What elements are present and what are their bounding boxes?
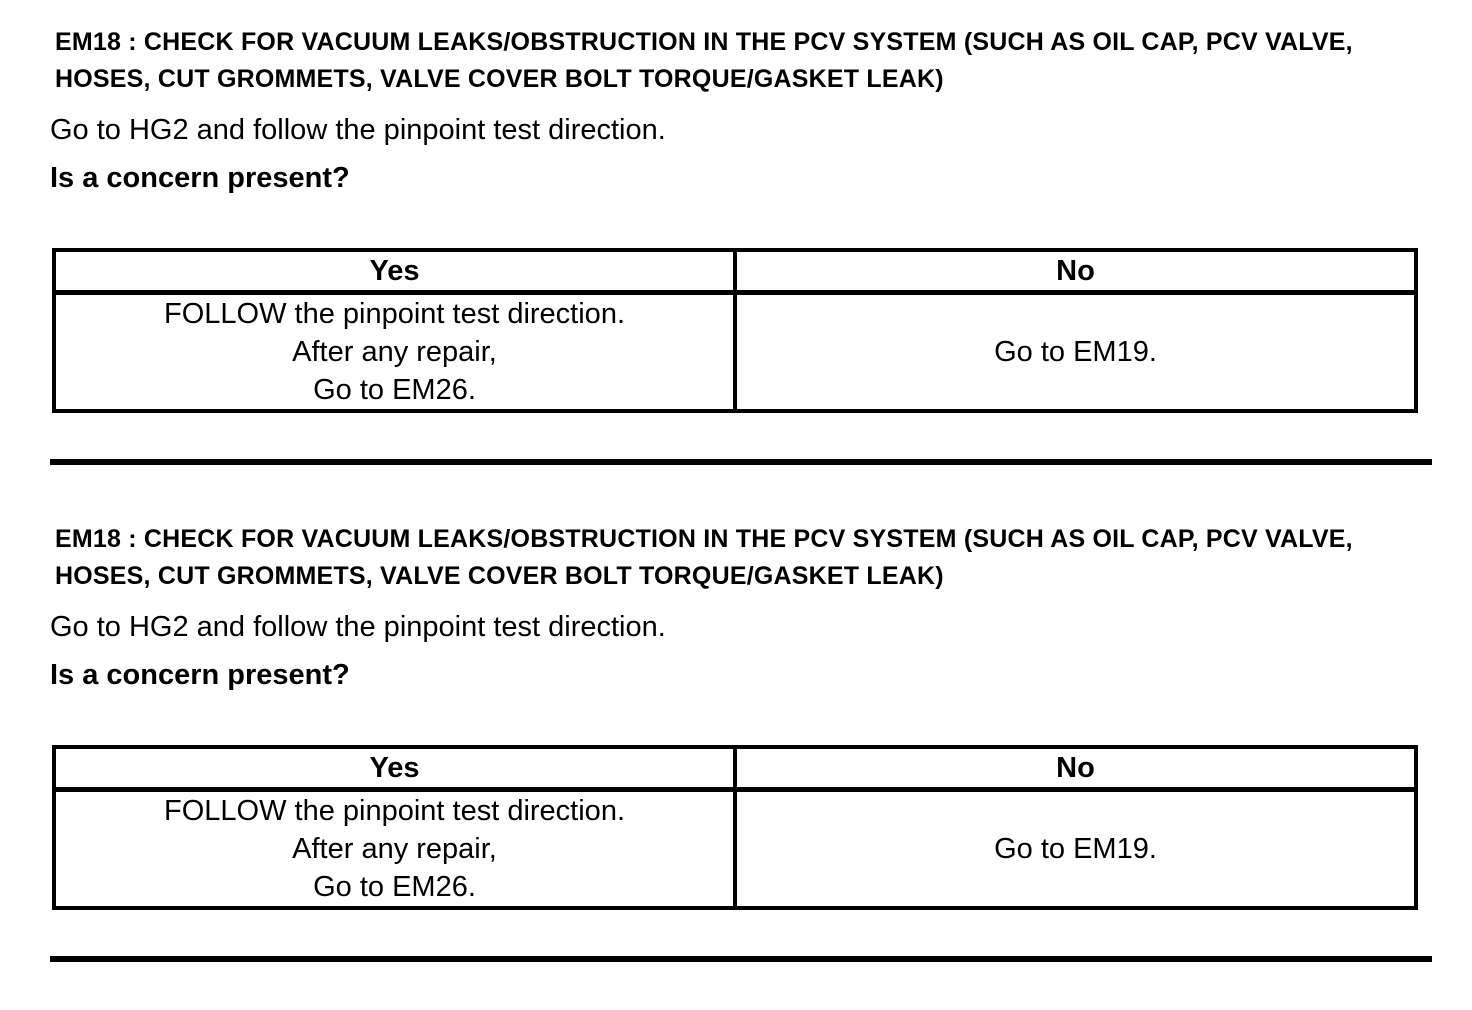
no-cell-line: Go to EM19. (994, 833, 1157, 865)
no-column-header: No (735, 250, 1416, 293)
yes-cell-line: Go to EM26. (313, 374, 476, 406)
yes-column-header: Yes (54, 250, 735, 293)
no-cell (735, 293, 1416, 412)
section-heading: EM18 : CHECK FOR VACUUM LEAKS/OBSTRUCTION IN THE PCV SYSTEM (SUCH AS OIL CAP, PCV VALVE, HOSES, CUT GROMMETS, VALVE COVER BOLT TORQUE/GASKET LEAK) (55, 28, 1353, 93)
instruction-text: Go to HG2 and follow the pinpoint test direction. (50, 114, 666, 146)
table-row (54, 790, 1416, 909)
question-text: Is a concern present? (50, 659, 350, 691)
yes-column-header: Yes (54, 747, 735, 790)
decision-table (52, 248, 1418, 413)
section-heading: EM18 : CHECK FOR VACUUM LEAKS/OBSTRUCTION IN THE PCV SYSTEM (SUCH AS OIL CAP, PCV VALVE, HOSES, CUT GROMMETS, VALVE COVER BOLT TORQUE/GASKET LEAK) (55, 525, 1353, 590)
no-column-header: No (735, 747, 1416, 790)
section-divider (50, 459, 1432, 465)
pinpoint-test-section-1 (50, 24, 1422, 413)
yes-cell-line: FOLLOW the pinpoint test direction. (164, 795, 625, 827)
yes-cell-line: Go to EM26. (313, 871, 476, 903)
no-cell (735, 790, 1416, 909)
yes-cell-line: After any repair, (292, 833, 497, 865)
section-divider (50, 956, 1432, 962)
table-header-row (54, 250, 1416, 293)
no-cell-line: Go to EM19. (994, 336, 1157, 368)
yes-cell (54, 293, 735, 412)
question-text: Is a concern present? (50, 162, 350, 194)
decision-table (52, 745, 1418, 910)
yes-cell-line: FOLLOW the pinpoint test direction. (164, 298, 625, 330)
table-header-row (54, 747, 1416, 790)
instruction-text: Go to HG2 and follow the pinpoint test direction. (50, 611, 666, 643)
yes-cell (54, 790, 735, 909)
yes-cell-line: After any repair, (292, 336, 497, 368)
pinpoint-test-section-2 (50, 521, 1422, 910)
table-row (54, 293, 1416, 412)
